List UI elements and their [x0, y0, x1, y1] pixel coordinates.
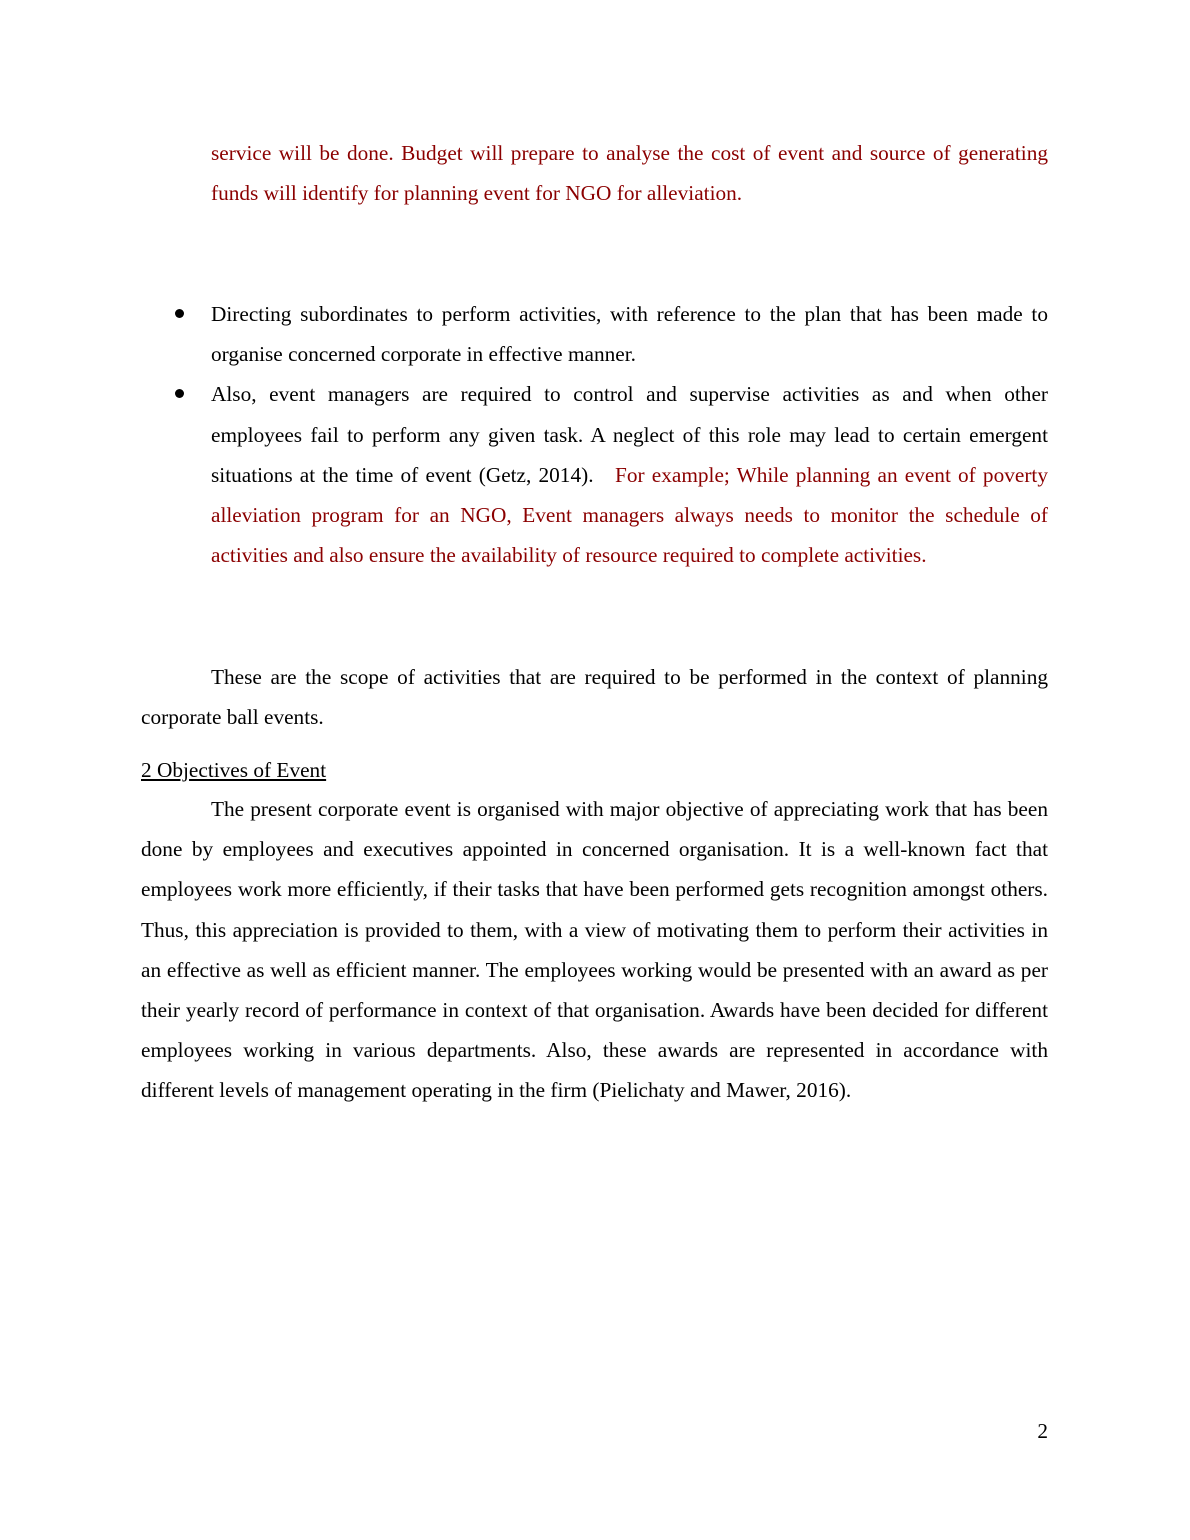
- list-item: [211, 374, 1048, 575]
- continuation-paragraph: service will be done. Budget will prepare to analyse the cost of event and source of generating funds will identify for planning event for NGO for alleviation.: [211, 141, 1048, 206]
- bullet-icon: [175, 389, 184, 398]
- list-item: [211, 294, 1048, 374]
- objectives-paragraph: The present corporate event is organised with major objective of appreciating work that has been done by employees and executives appointed in concerned organisation. It is a well-known fact that employees work more efficiently, if their tasks that have been performed gets recognition amongst others. Thus, this appreciation is provided to them, with a view of motivating them to perform their activities in an effective as well as efficient manner. The employees working would be presented with an award as per their yearly record of performance in context of that organisation. Awards have been decided for different employees working in various departments. Also, these awards are represented in accordance with different levels of management operating in the firm (Pielichaty and Mawer, 2016).: [141, 797, 1048, 1103]
- bullet-highlight-text: For example; While planning an event of poverty alleviation program for an NGO, Event managers always needs to monitor the schedule of activities and also ensure the availability of resource required to complete activities.: [211, 462, 1048, 568]
- bullet-text: Also, event managers are required to control and supervise activities as and when other employees fail to perform any given task. A neglect of this role may lead to certain emergent situations at the time of event (Getz, 2014).: [211, 382, 1048, 487]
- scope-paragraph: These are the scope of activities that are required to be performed in the context of planning corporate ball events.: [141, 665, 1048, 730]
- bullet-list: [211, 294, 1048, 575]
- section-heading: 2 Objectives of Event: [141, 758, 327, 782]
- bullet-text: Directing subordinates to perform activities, with reference to the plan that has been made to organise concerned corporate in effective manner.: [211, 302, 1048, 367]
- bullet-icon: [175, 309, 184, 318]
- page-number: 2: [1037, 1419, 1048, 1443]
